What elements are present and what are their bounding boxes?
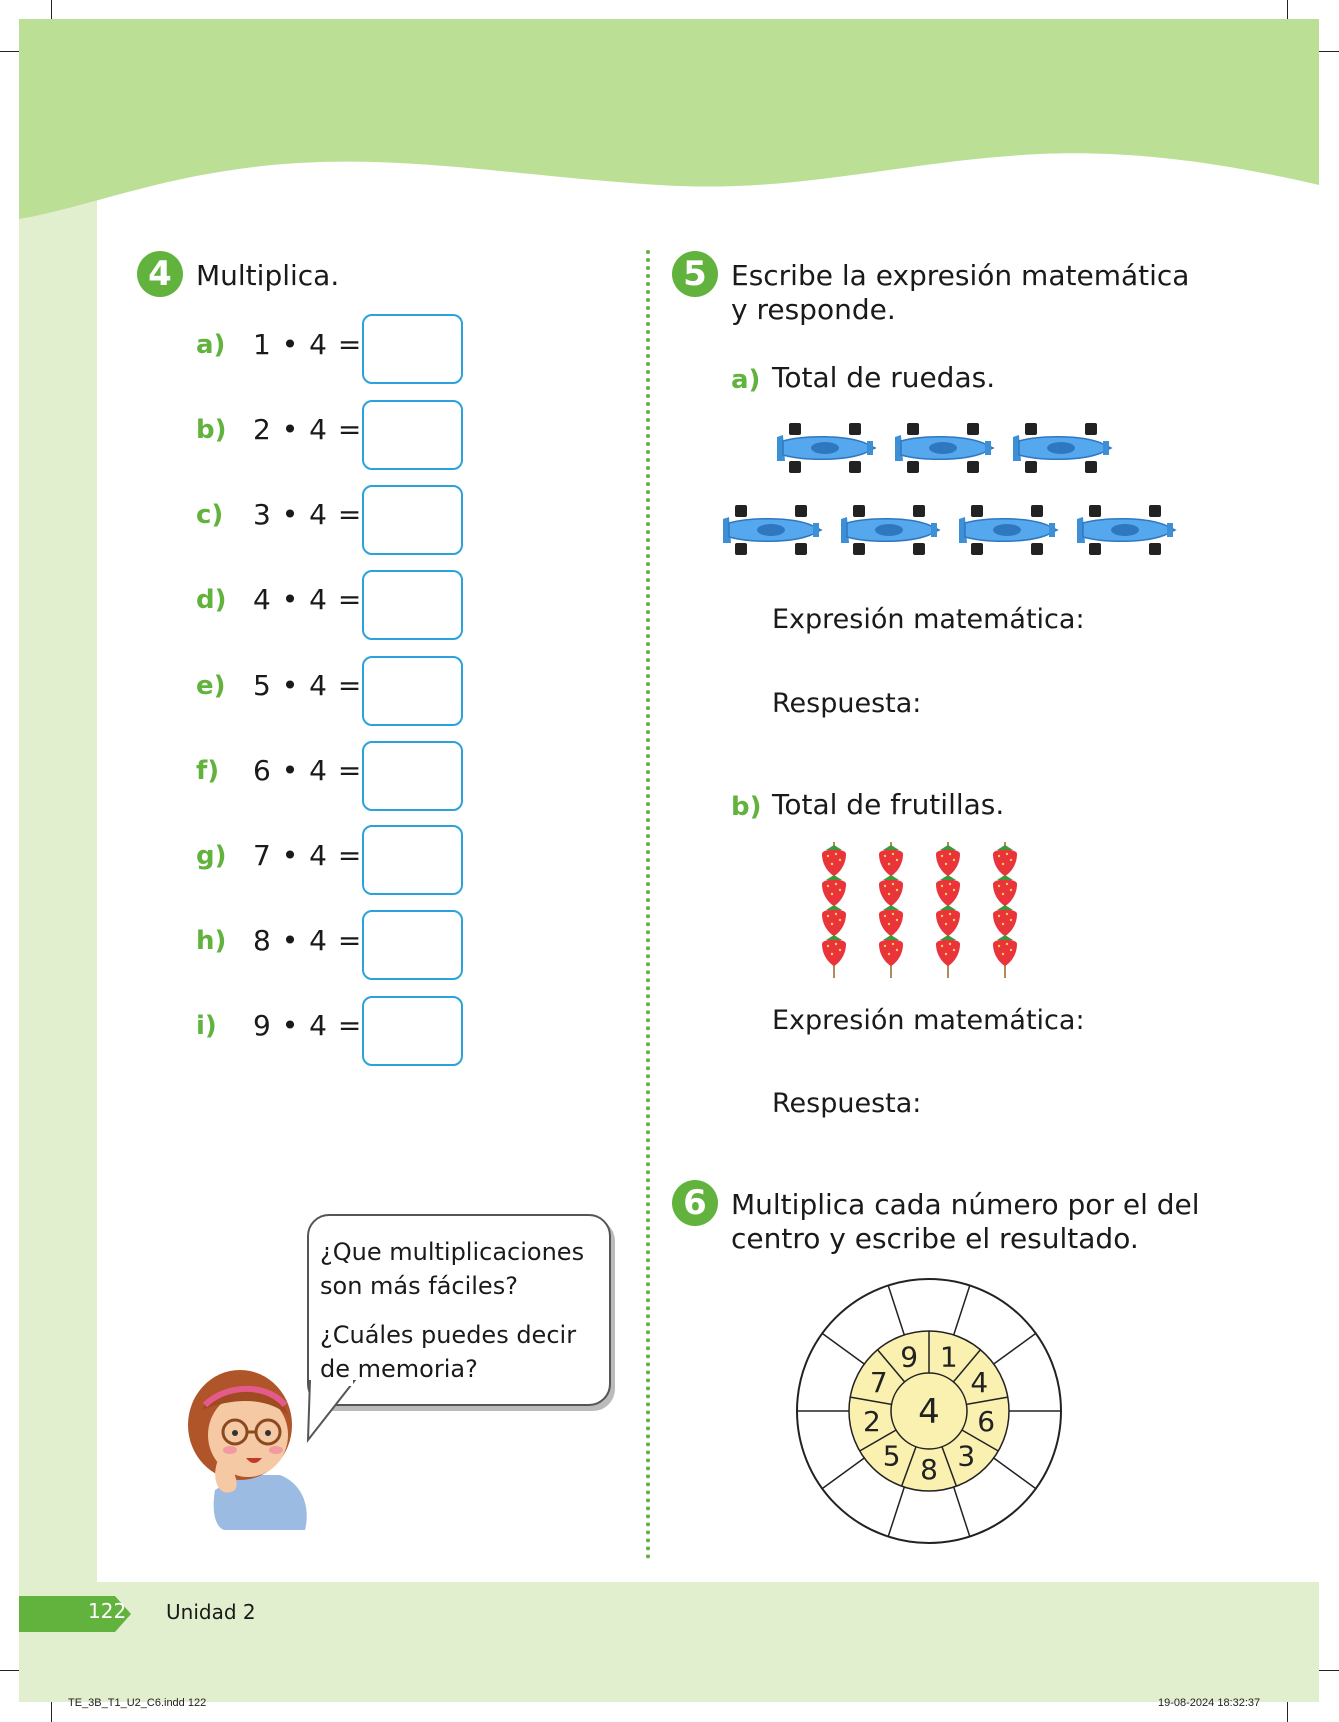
wheel-ring-number: 7 <box>869 1366 888 1399</box>
exercise-5-title-line1: Escribe la expresión matemática <box>731 259 1190 292</box>
exercise-6-badge: 6 <box>672 1180 718 1226</box>
wheel-center-number: 4 <box>918 1392 940 1432</box>
row-label: a) <box>196 330 226 360</box>
exercise-4-title: Multiplica. <box>196 259 340 292</box>
part-a-expression-label: Expresión matemática: <box>772 604 1085 635</box>
strawberry-skewers-illustration <box>815 842 1025 982</box>
part-b-expression-label: Expresión matemática: <box>772 1005 1085 1036</box>
wheel-ring-number: 1 <box>939 1340 958 1374</box>
part-b-title: Total de frutillas. <box>772 788 1005 821</box>
part-a-label: a) <box>731 365 761 395</box>
side-band <box>19 190 97 1590</box>
timestamp: 19-08-2024 18:32:37 <box>1158 1697 1261 1709</box>
part-a-title: Total de ruedas. <box>772 361 996 394</box>
row-label: b) <box>196 415 227 445</box>
bubble-line: ¿Cuáles puedes decir <box>320 1321 577 1349</box>
column-divider <box>646 250 650 1560</box>
page-number: 122 <box>88 1599 127 1623</box>
unit-label: Unidad 2 <box>166 1600 256 1624</box>
row-label: g) <box>196 841 227 871</box>
bubble-line: son más fáciles? <box>320 1272 518 1300</box>
wheel-ring-number: 5 <box>882 1439 901 1473</box>
row-expression: 9 • 4 = <box>253 1009 363 1042</box>
wheel-ring-number: 9 <box>900 1340 919 1374</box>
answer-box[interactable] <box>362 570 463 640</box>
answer-box[interactable] <box>362 825 463 895</box>
row-expression: 2 • 4 = <box>253 413 363 446</box>
row-label: f) <box>196 756 220 786</box>
multiplication-wheel <box>794 1276 1064 1546</box>
girl-illustration <box>180 1360 315 1530</box>
file-name: TE_3B_T1_U2_C6.indd 122 <box>68 1697 207 1709</box>
row-label: c) <box>196 500 224 530</box>
wheel-ring-number: 3 <box>957 1439 976 1473</box>
part-b-label: b) <box>731 792 762 822</box>
answer-box[interactable] <box>362 741 463 811</box>
exercise-5-badge: 5 <box>672 251 718 297</box>
row-label: d) <box>196 585 227 615</box>
answer-box[interactable] <box>362 314 463 384</box>
header-wave <box>19 19 1319 239</box>
row-expression: 5 • 4 = <box>253 669 363 702</box>
wheel-ring-number: 4 <box>970 1366 989 1399</box>
answer-box[interactable] <box>362 656 463 726</box>
wheel-ring-number: 8 <box>920 1453 938 1486</box>
bubble-line: de memoria? <box>320 1355 478 1383</box>
exercise-5-title-line2: y responde. <box>731 293 896 326</box>
race-cars-illustration <box>715 415 1185 565</box>
wheel-ring-number: 6 <box>977 1405 996 1439</box>
wheel-ring-number: 2 <box>862 1405 881 1439</box>
answer-box[interactable] <box>362 996 463 1066</box>
exercise-6-title-line1: Multiplica cada número por el del <box>731 1188 1200 1221</box>
row-label: e) <box>196 671 226 701</box>
row-expression: 4 • 4 = <box>253 583 363 616</box>
answer-box[interactable] <box>362 485 463 555</box>
row-expression: 7 • 4 = <box>253 839 363 872</box>
row-expression: 6 • 4 = <box>253 754 363 787</box>
row-label: h) <box>196 926 227 956</box>
row-label: i) <box>196 1011 217 1041</box>
part-b-answer-label: Respuesta: <box>772 1088 922 1119</box>
bubble-line: ¿Que multiplicaciones <box>320 1238 585 1266</box>
exercise-4-badge: 4 <box>137 251 183 297</box>
exercise-6-title-line2: centro y escribe el resultado. <box>731 1222 1139 1255</box>
row-expression: 8 • 4 = <box>253 924 363 957</box>
row-expression: 1 • 4 = <box>253 328 363 361</box>
row-expression: 3 • 4 = <box>253 498 363 531</box>
part-a-answer-label: Respuesta: <box>772 688 922 719</box>
answer-box[interactable] <box>362 910 463 980</box>
answer-box[interactable] <box>362 400 463 470</box>
